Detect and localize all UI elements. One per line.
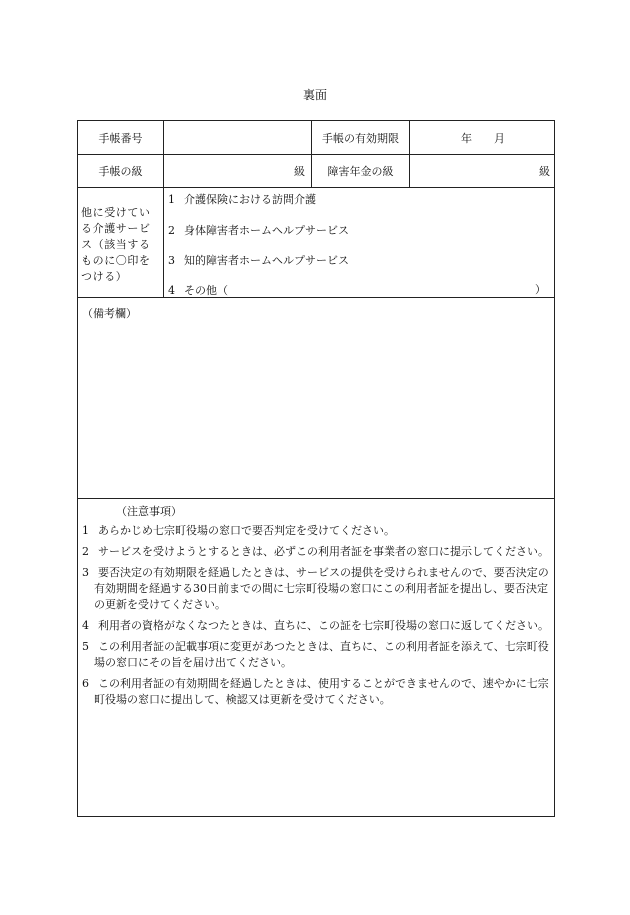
service-item[interactable]: 1 介護保険における訪問介護 — [168, 193, 316, 206]
techo-kyu-label: 手帳の級 — [98, 165, 143, 178]
note-item: 4 利用者の資格がなくなつたときは、直ちに、この証を七宗町役場の窓口に返してください。 — [82, 619, 549, 632]
techo-bango-label: 手帳番号 — [98, 131, 143, 145]
other-close-paren: ） — [535, 283, 546, 296]
nenkin-kyu-label: 障害年金の級 — [327, 165, 394, 178]
note-item: 2 サービスを受けようとするときは、必ずこの利用者証を事業者の窓口に提示してください。 — [82, 545, 549, 558]
yuko-kigen-field[interactable]: 年 月 — [461, 131, 505, 145]
service-item[interactable]: 2 身体障害者ホームヘルプサービス — [168, 224, 349, 237]
row-divider — [78, 187, 554, 188]
service-item[interactable]: 3 知的障害者ホームヘルプサービス — [168, 254, 349, 267]
notes-list — [82, 523, 550, 713]
remarks-label: （備考欄） — [82, 307, 137, 320]
note-item: 5 この利用者証の記載事項に変更があつたときは、直ちに、この利用者証を添えて、七宗町役場の窓口にその旨を届け出てください。 — [82, 640, 549, 669]
note-item: 1 あらかじめ七宗町役場の窓口で要否判定を受けてください。 — [82, 524, 395, 537]
yuko-kigen-label: 手帳の有効期限 — [322, 131, 399, 145]
note-item: 3 要否決定の有効期限を経過したときは、サービスの提供を受けられませんので、要否決定の有効期間を経過する30日前までの間に七宗町役場の窓口にこの利用者証を提出し、要否決定の更新を受けてください。 — [82, 566, 549, 611]
row-divider — [78, 498, 554, 499]
service-item-other[interactable]: 4 その他（ — [168, 284, 228, 297]
note-item: 6 この利用者証の有効期間を経過したときは、使用することができませんので、速やかに七宗町役場の窓口に提出して、検認又は更新を受けてください。 — [82, 677, 549, 706]
page-title: 裏面 — [302, 88, 327, 102]
nenkin-kyu-field[interactable]: 級 — [539, 165, 550, 178]
row-divider — [78, 297, 554, 298]
certificate-form — [77, 120, 555, 817]
techo-kyu-field[interactable]: 級 — [294, 165, 305, 178]
techo-bango-field[interactable] — [164, 121, 311, 154]
notes-title: （注意事項） — [116, 505, 182, 518]
services-label: 他に受けている介護サービス（該当するものに〇印をつける） — [81, 206, 151, 283]
